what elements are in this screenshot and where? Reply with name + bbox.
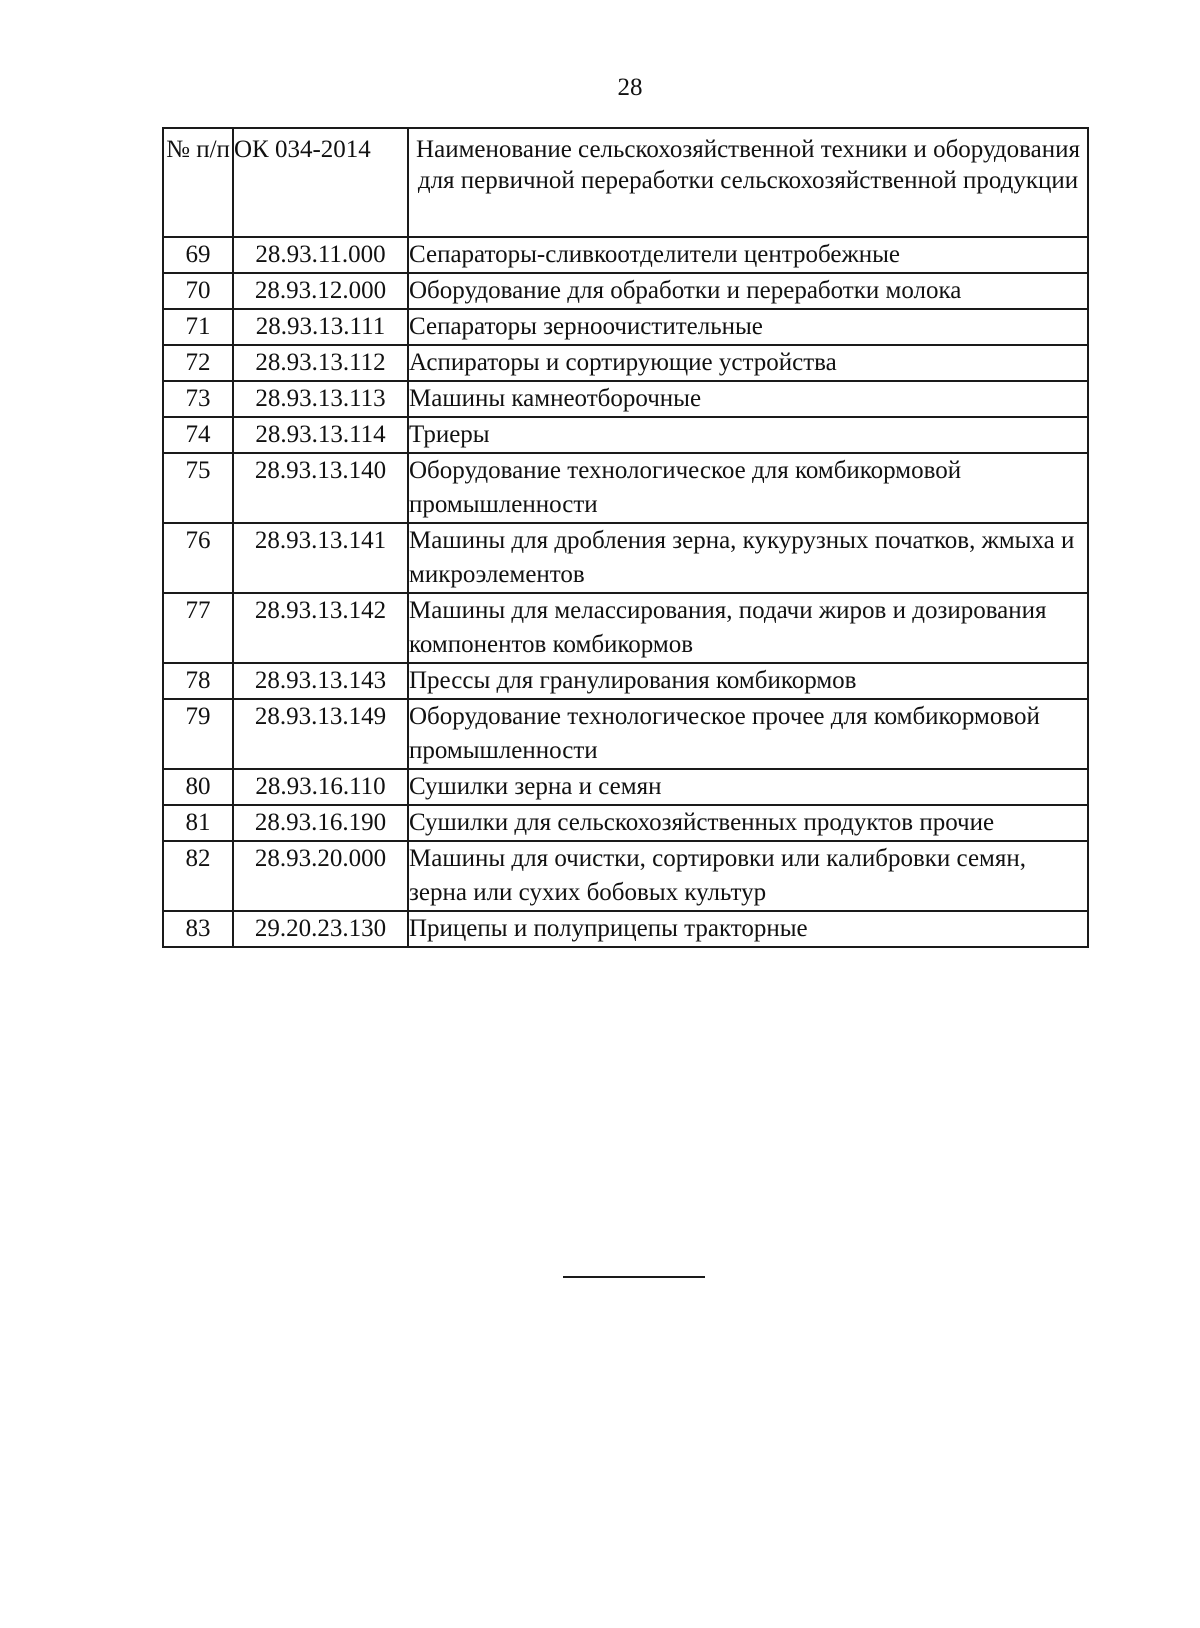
row-num: 76 <box>163 523 233 593</box>
table-row <box>163 593 1088 663</box>
row-name: Сепараторы зерноочистительные <box>408 309 1088 345</box>
table-row <box>163 699 1088 769</box>
row-num: 78 <box>163 663 233 699</box>
row-name: Оборудование для обработки и переработки молока <box>408 273 1088 309</box>
row-name: Машины для мелассирования, подачи жиров и дозирования компонентов комбикормов <box>408 593 1088 663</box>
table-header-row <box>163 128 1088 237</box>
row-num: 75 <box>163 453 233 523</box>
row-num: 69 <box>163 237 233 273</box>
row-code: 28.93.13.140 <box>233 453 408 523</box>
row-code: 28.93.13.114 <box>233 417 408 453</box>
equipment-table <box>162 127 1089 948</box>
table-row <box>163 911 1088 947</box>
row-code: 28.93.12.000 <box>233 273 408 309</box>
row-code: 28.93.13.149 <box>233 699 408 769</box>
row-name: Оборудование технологическое прочее для комбикормовой промышленности <box>408 699 1088 769</box>
row-code: 28.93.13.142 <box>233 593 408 663</box>
table-row <box>163 273 1088 309</box>
row-code: 28.93.13.111 <box>233 309 408 345</box>
row-num: 80 <box>163 769 233 805</box>
table-row <box>163 417 1088 453</box>
row-name: Сушилки для сельскохозяйственных продуктов прочие <box>408 805 1088 841</box>
header-num: № п/п <box>163 128 233 237</box>
row-num: 79 <box>163 699 233 769</box>
page-number: 28 <box>617 74 643 101</box>
row-name: Оборудование технологическое для комбикормовой промышленности <box>408 453 1088 523</box>
row-code: 28.93.13.113 <box>233 381 408 417</box>
row-num: 72 <box>163 345 233 381</box>
row-num: 70 <box>163 273 233 309</box>
table-row <box>163 453 1088 523</box>
table-row <box>163 663 1088 699</box>
row-num: 74 <box>163 417 233 453</box>
row-num: 77 <box>163 593 233 663</box>
row-code: 28.93.13.143 <box>233 663 408 699</box>
row-name: Машины для дробления зерна, кукурузных початков, жмыха и микроэлементов <box>408 523 1088 593</box>
table-body <box>163 237 1088 947</box>
table-row <box>163 345 1088 381</box>
table-row <box>163 841 1088 911</box>
row-code: 29.20.23.130 <box>233 911 408 947</box>
row-code: 28.93.13.141 <box>233 523 408 593</box>
row-code: 28.93.11.000 <box>233 237 408 273</box>
row-name: Машины для очистки, сортировки или калибровки семян, зерна или сухих бобовых культур <box>408 841 1088 911</box>
row-name: Триеры <box>408 417 1088 453</box>
row-name: Прессы для гранулирования комбикормов <box>408 663 1088 699</box>
end-of-document-rule <box>563 1276 705 1278</box>
row-num: 82 <box>163 841 233 911</box>
header-code: ОК 034-2014 <box>233 128 408 237</box>
table-row <box>163 769 1088 805</box>
table-row <box>163 237 1088 273</box>
header-name: Наименование сельскохозяйственной техники и оборудования для первичной переработки сельскохозяйственной продукции <box>408 128 1088 237</box>
table-row <box>163 309 1088 345</box>
row-num: 73 <box>163 381 233 417</box>
row-name: Прицепы и полуприцепы тракторные <box>408 911 1088 947</box>
row-code: 28.93.20.000 <box>233 841 408 911</box>
row-name: Аспираторы и сортирующие устройства <box>408 345 1088 381</box>
row-name: Сушилки зерна и семян <box>408 769 1088 805</box>
row-code: 28.93.16.190 <box>233 805 408 841</box>
table-row <box>163 523 1088 593</box>
row-num: 71 <box>163 309 233 345</box>
table-row <box>163 381 1088 417</box>
table-row <box>163 805 1088 841</box>
row-num: 81 <box>163 805 233 841</box>
row-name: Машины камнеотборочные <box>408 381 1088 417</box>
row-code: 28.93.16.110 <box>233 769 408 805</box>
row-code: 28.93.13.112 <box>233 345 408 381</box>
row-name: Сепараторы-сливкоотделители центробежные <box>408 237 1088 273</box>
row-num: 83 <box>163 911 233 947</box>
